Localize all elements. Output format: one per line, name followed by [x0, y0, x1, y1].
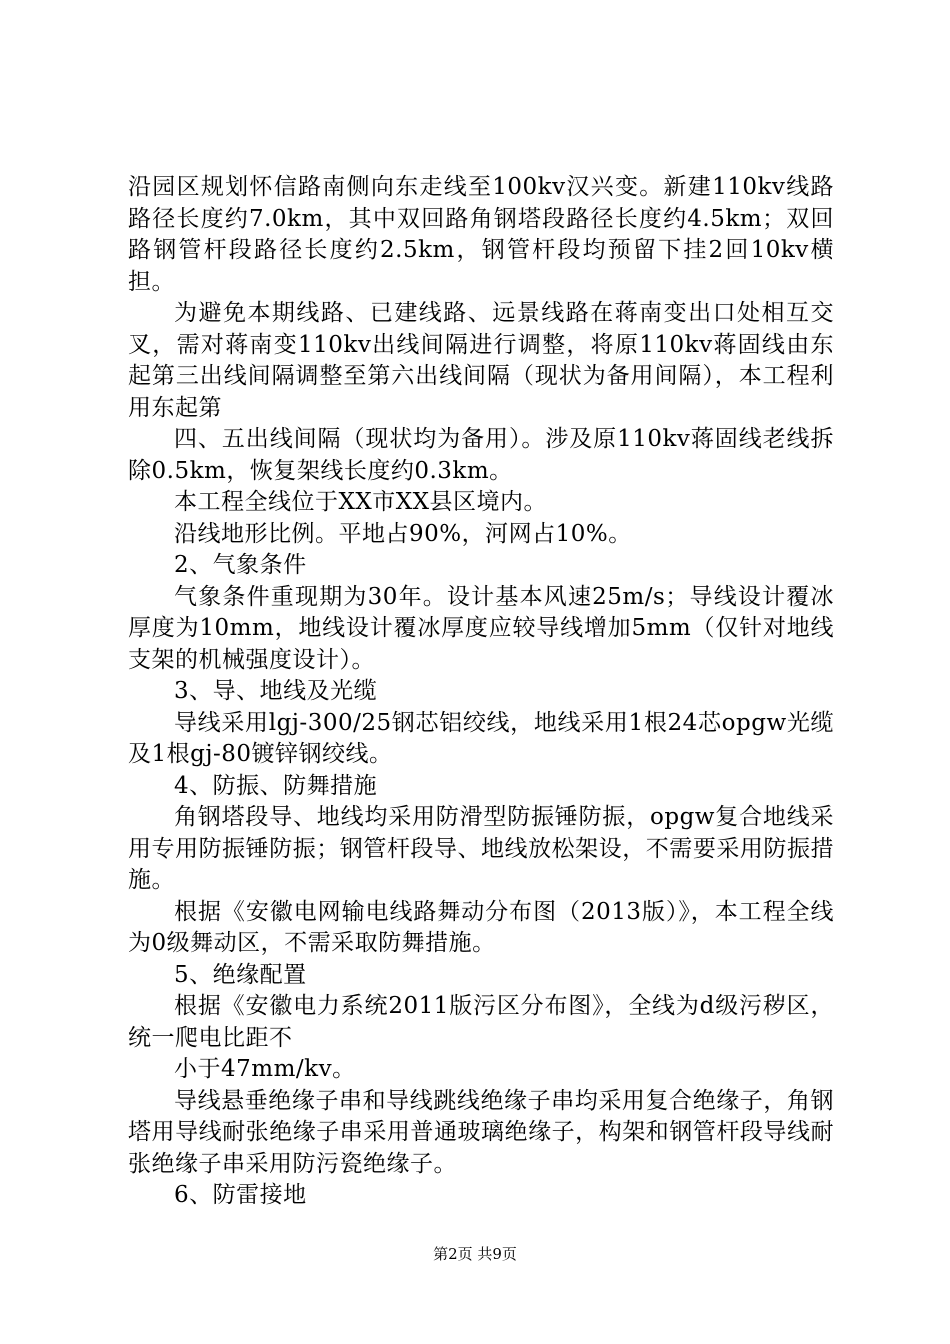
- paragraph: 为避免本期线路、已建线路、远景线路在蒋南变出口处相互交叉，需对蒋南变110kv出线间隔进行调整，将原110kv蒋固线由东起第三出线间隔调整至第六出线间隔（现状为备用间隔），本工程利用东起第: [128, 300, 834, 421]
- paragraph: 根据《安徽电网输电线路舞动分布图（2013版）》，本工程全线为0级舞动区，不需采取防舞措施。: [128, 898, 834, 956]
- paragraph: 导线采用lgj-300/25钢芯铝绞线，地线采用1根24芯opgw光缆及1根gj-80镀锌钢绞线。: [128, 709, 834, 767]
- paragraph: 气象条件重现期为30年。设计基本风速25m/s；导线设计覆冰厚度为10mm，地线设计覆冰厚度应较导线增加5mm（仅针对地线支架的机械强度设计）。: [128, 583, 834, 673]
- paragraph: 沿园区规划怀信路南侧向东走线至100kv汉兴变。新建110kv线路路径长度约7.0km，其中双回路角钢塔段路径长度约4.5km；双回路钢管杆段路径长度约2.5km，钢管杆段均预留下挂2回10kv横担。: [128, 174, 834, 295]
- paragraph: 四、五出线间隔（现状均为备用）。涉及原110kv蒋固线老线拆除0.5km，恢复架线长度约0.3km。: [128, 426, 834, 484]
- paragraph: 导线悬垂绝缘子串和导线跳线绝缘子串均采用复合绝缘子，角钢塔用导线耐张绝缘子串采用普通玻璃绝缘子，构架和钢管杆段导线耐张绝缘子串采用防污瓷绝缘子。: [128, 1087, 834, 1177]
- paragraph: 5、绝缘配置: [174, 961, 307, 988]
- document-body: [128, 172, 834, 1212]
- paragraph: 沿线地形比例。平地占90%，河网占10%。: [174, 520, 632, 547]
- paragraph: 小于47mm/kv。: [174, 1056, 356, 1082]
- paragraph: 根据《安徽电力系统2011版污区分布图》，全线为d级污秽区，统一爬电比距不: [128, 993, 834, 1051]
- paragraph: 3、导、地线及光缆: [174, 678, 378, 704]
- paragraph: 本工程全线位于XX市XX县区境内。: [174, 489, 547, 515]
- paragraph: 6、防雷接地: [174, 1182, 307, 1208]
- page-footer: 第2页 共9页: [433, 1245, 517, 1263]
- paragraph: 2、气象条件: [174, 552, 307, 578]
- paragraph: 角钢塔段导、地线均采用防滑型防振锤防振，opgw复合地线采用专用防振锤防振；钢管杆段导、地线放松架设，不需要采用防振措施。: [128, 804, 834, 893]
- paragraph: 4、防振、防舞措施: [174, 772, 378, 799]
